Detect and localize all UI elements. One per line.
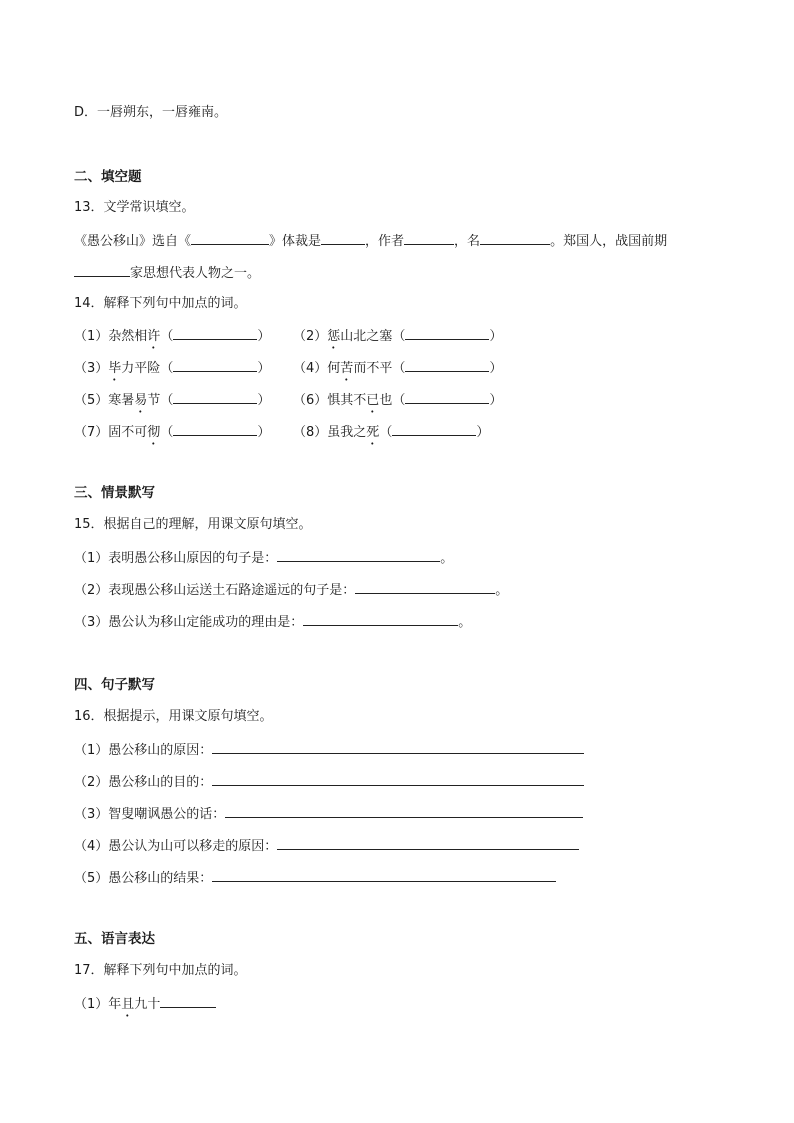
q14-item-1: （1）杂然相许（ ） bbox=[74, 329, 270, 344]
q14-blank-6[interactable] bbox=[405, 390, 489, 404]
q13-stem: 13．文学常识填空。 bbox=[74, 200, 195, 215]
q15-blank-2[interactable] bbox=[355, 580, 495, 594]
q13-line-2 bbox=[74, 263, 260, 283]
q16-label-1: （1）愚公移山的原因： bbox=[74, 743, 213, 758]
q13-line-1 bbox=[74, 231, 667, 251]
q15-line-1: （1）表明愚公移山原因的句子是： 。 bbox=[74, 548, 453, 568]
q14-item-5: （5）寒暑易节（ ） bbox=[74, 393, 270, 408]
q16-blank-5[interactable] bbox=[212, 868, 556, 882]
q17-stem: 17．解释下列句中加点的词。 bbox=[74, 963, 247, 978]
q13-blank-source[interactable] bbox=[191, 231, 269, 245]
q16-line-4 bbox=[74, 836, 579, 856]
q13-text-e: 。郑国人，战国前期 bbox=[550, 234, 668, 249]
option-d: D．一唇朔东，一唇雍南。 bbox=[74, 105, 228, 120]
q13-text-a: 《愚公移山》选自《 bbox=[74, 234, 192, 249]
q14-item-4: （4）何苦而不平（ ） bbox=[293, 358, 502, 384]
q15-line-3: （3）愚公认为移山定能成功的理由是： 。 bbox=[74, 612, 471, 632]
q16-label-4: （4）愚公认为山可以移走的原因： bbox=[74, 839, 278, 854]
q13-blank-school[interactable] bbox=[74, 263, 130, 277]
q15-blank-3[interactable] bbox=[303, 612, 458, 626]
q16-blank-1[interactable] bbox=[212, 740, 584, 754]
q14-item-3: （3）毕力平险（ ） bbox=[74, 361, 270, 376]
q16-line-5 bbox=[74, 868, 556, 888]
q14-item-2: （2）惩山北之塞（ ） bbox=[293, 326, 502, 352]
q16-label-2: （2）愚公移山的目的： bbox=[74, 775, 213, 790]
q14-blank-7[interactable] bbox=[173, 422, 257, 436]
q13-blank-author[interactable] bbox=[404, 231, 454, 245]
q15-label-3: （3）愚公认为移山定能成功的理由是： bbox=[74, 615, 304, 630]
section-title-fill-in: 二、填空题 bbox=[74, 169, 142, 185]
q16-blank-4[interactable] bbox=[277, 836, 579, 850]
q16-line-1 bbox=[74, 740, 584, 760]
q14-row-4 bbox=[74, 422, 490, 448]
q15-blank-1[interactable] bbox=[277, 548, 440, 562]
q15-label-2: （2）表现愚公移山运送土石路途遥远的句子是： bbox=[74, 583, 356, 598]
q14-row-1 bbox=[74, 326, 503, 352]
q14-item-7: （7）固不可彻（ ） bbox=[74, 425, 270, 440]
q14-row-2 bbox=[74, 358, 503, 384]
q13-text-f: 家思想代表人物之一。 bbox=[130, 266, 261, 281]
q16-blank-3[interactable] bbox=[225, 804, 583, 818]
q17-line-1: （1）年且九十 bbox=[74, 994, 216, 1020]
q15-stem: 15．根据自己的理解，用课文原句填空。 bbox=[74, 517, 312, 532]
q13-blank-name[interactable] bbox=[480, 231, 550, 245]
q16-blank-2[interactable] bbox=[212, 772, 584, 786]
q14-blank-3[interactable] bbox=[173, 358, 257, 372]
q17-dotted-word: 且 bbox=[121, 997, 135, 1012]
q14-row-3 bbox=[74, 390, 503, 416]
q14-blank-8[interactable] bbox=[392, 422, 476, 436]
section-title-scene-dictation: 三、情景默写 bbox=[74, 485, 155, 501]
q13-blank-genre[interactable] bbox=[321, 231, 365, 245]
q13-text-b: 》体裁是 bbox=[269, 234, 322, 249]
q16-line-3 bbox=[74, 804, 583, 824]
q15-label-1: （1）表明愚公移山原因的句子是： bbox=[74, 551, 278, 566]
q14-blank-1[interactable] bbox=[173, 326, 257, 340]
q16-line-2 bbox=[74, 772, 584, 792]
q14-item-8: （8）虽我之死（ ） bbox=[293, 422, 489, 448]
q14-blank-5[interactable] bbox=[173, 390, 257, 404]
q14-blank-2[interactable] bbox=[405, 326, 489, 340]
q17-blank-1[interactable] bbox=[160, 994, 216, 1008]
q16-label-5: （5）愚公移山的结果： bbox=[74, 871, 213, 886]
q15-line-2: （2）表现愚公移山运送土石路途遥远的句子是： 。 bbox=[74, 580, 508, 600]
section-title-sentence-dictation: 四、句子默写 bbox=[74, 677, 155, 693]
q13-text-c: ，作者 bbox=[365, 234, 405, 249]
q13-text-d: ，名 bbox=[454, 234, 481, 249]
q14-stem: 14．解释下列句中加点的词。 bbox=[74, 296, 247, 311]
q14-item-6: （6）惧其不已也（ ） bbox=[293, 390, 502, 416]
section-title-language-expression: 五、语言表达 bbox=[74, 931, 155, 947]
q16-stem: 16．根据提示，用课文原句填空。 bbox=[74, 709, 273, 724]
q16-label-3: （3）智叟嘲讽愚公的话： bbox=[74, 807, 226, 822]
q14-blank-4[interactable] bbox=[405, 358, 489, 372]
